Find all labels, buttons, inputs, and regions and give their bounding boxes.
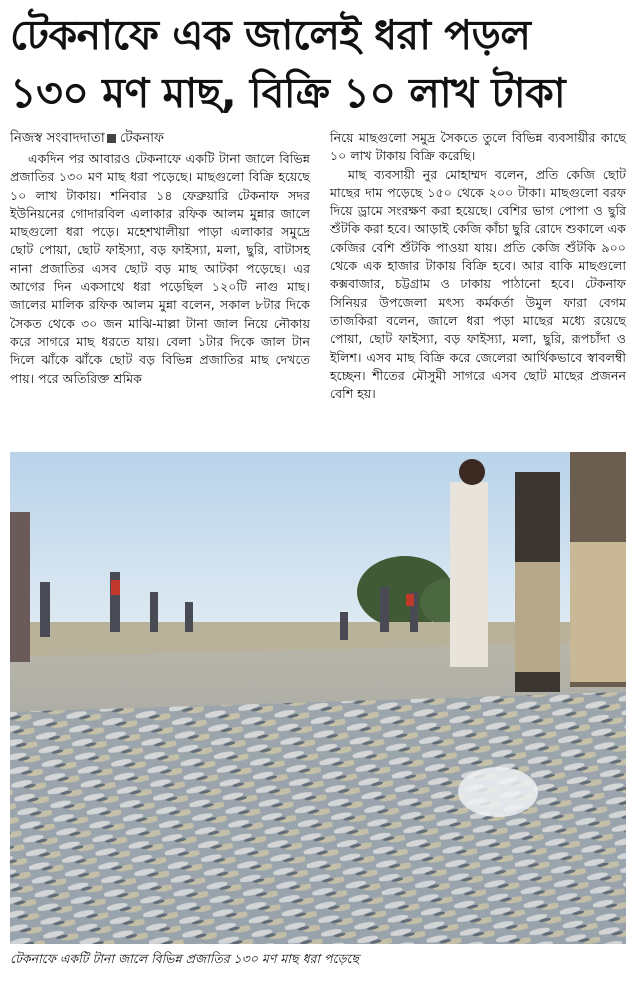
headline-line-2: ১৩০ মণ মাছ, বিক্রি ১০ লাখ টাকা: [10, 69, 566, 117]
byline-location: টেকনাফ: [119, 130, 164, 146]
byline-separator-square: [107, 134, 116, 143]
photo-caption: টেকনাফে একটি টানা জালে বিভিন্ন প্রজাতির ১৩০ মণ মাছ ধরা পড়েছে: [10, 951, 359, 966]
byline-reporter: নিজস্ব সংবাদদাতা: [10, 130, 105, 146]
article-paragraph-1-continued: নিয়ে মাছগুলো সমুদ্র সৈকতে তুলে বিভিন্ন ব্যবসায়ীর কাছে ১০ লাখ টাকায় বিক্রি করেছি।: [330, 130, 626, 164]
article-paragraph-1: একদিন পর আবারও টেকনাফে একটি টানা জালে বিভিন্ন প্রজাতির ১৩০ মণ মাছ ধরা পড়েছে। মাছগুলো বিক্রি হয়েছে ১০ লাখ টাকায়। শনিবার ১৪ ফেব্রুয়ারি টেকনাফ সদর ইউনিয়নের গোদারবিল এলাকার রফিক আলম মুন্নার জালে মাছগুলো ধরা পড়ে। মহেশখালীয়া পাড়া এলাকার সমুদ্রে ছোট পোয়া, ছোট ফাইস্যা, বড় ফাইস্যা, মলা, ছুরি, বাটাসহ নানা প্রজাতির এসব ছোট বড় মাছ আটকা পড়েছে। এর আগের দিন একসাথে ধরা পড়েছিল ১২০টি নাগু মাছ। জালের মালিক রফিক আলম মুন্না বলেন, সকাল ৮টার দিকে সৈকত থেকে ৩০ জন মাঝি-মাল্লা টানা জাল নিয়ে নৌকায় করে সাগরে মাছ ধরতে যায়। বেলা ১টার দিকে জাল টান দিলে ঝাঁকে ঝাঁকে ছোট বড় বিভিন্ন প্রজাতির মাছ দেখতে পায়। পরে অতিরিক্ত শ্রমিক: [10, 151, 310, 386]
article-photo: [10, 452, 626, 944]
byline: [10, 128, 310, 148]
headline-line-1: টেকনাফে এক জালেই ধরা পড়ল: [10, 11, 531, 59]
headline: [10, 6, 626, 122]
article-column-2: [330, 129, 626, 403]
article-paragraph-2: মাছ ব্যবসায়ী নুর মোহাম্মদ বলেন, প্রতি কেজি ছোট মাছের দাম পড়েছে ১৫০ থেকে ২০০ টাকা। মাছগুলো বরফ দিয়ে ড্রামে সংরক্ষণ করা হয়েছে। বেশির ভাগ পোপা ও ছুরি শুঁটকি করা হবে। আড়াই কেজি কাঁচা ছুরি রোদে শুকালে এক কেজির বেশি শুঁটকি পাওয়া যায়। প্রতি কেজি শুঁটকি ৯০০ থেকে এক হাজার টাকায় বিক্রি হবে। আর বাকি মাছগুলো কক্সবাজার, চট্টগ্রাম ও ঢাকায় পাঠানো হবে। টেকনাফ সিনিয়র উপজেলা মৎস্য কর্মকর্তা উমুল ফারা বেগম তাজকিরা বলেন, জালে ধরা পড়া মাছের মধ্যে রয়েছে পোয়া, ছোট ফাইস্যা, বড় ফাইস্যা, মলা, ছুরি, রূপচাঁদা ও ইলিশ। এসব মাছ বিক্রি করে জেলেরা আর্থিকভাবে স্বাবলম্বী হচ্ছেন। শীতের মৌসুমী সাগরে এসব ছোট মাছের প্রজনন বেশি হয়।: [330, 166, 626, 402]
beach-fish-photo-illustration: [10, 452, 626, 944]
article-column-1: [10, 150, 310, 388]
